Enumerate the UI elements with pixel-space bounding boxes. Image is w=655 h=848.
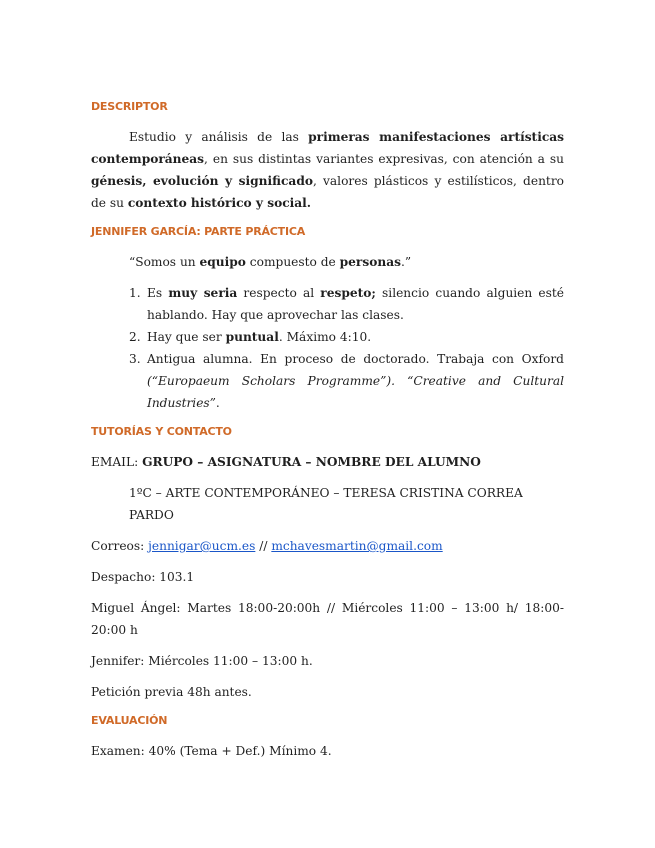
item-bold: respeto; [320, 286, 376, 300]
email-format: GRUPO – ASIGNATURA – NOMBRE DEL ALUMNO [142, 455, 481, 469]
jennifer-heading: JENNIFER GARCÍA: PARTE PRÁCTICA [91, 225, 306, 238]
rules-list [91, 282, 564, 414]
peticion-line: Petición previa 48h antes. [91, 685, 252, 699]
descriptor-bold: génesis, evolución y significado [91, 174, 313, 188]
jennifer-hours: Jennifer: Miércoles 11:00 – 13:00 h. [91, 654, 313, 668]
quote-bold: personas [339, 255, 401, 269]
descriptor-bold: contexto histórico y social. [127, 196, 312, 210]
despacho-line: Despacho: 103.1 [91, 570, 195, 584]
item-text: . Máximo 4:10. [278, 330, 372, 344]
evaluacion-heading: EVALUACIÓN [91, 714, 168, 727]
item-text: silencio cuando alguien esté hablando. Hay que aprovechar las clases. [147, 286, 564, 322]
email-label: EMAIL: [91, 455, 143, 469]
email-separator: // [255, 539, 272, 553]
list-item [91, 326, 564, 348]
list-item [91, 348, 564, 414]
document-page [91, 98, 564, 762]
item-text: Es [147, 286, 169, 300]
quote-text: “Somos un [129, 255, 200, 269]
list-number: 2. [129, 330, 141, 344]
item-italic: (“Europaeum Scholars Programme”). “Creative and Cultural Industries” [147, 374, 564, 410]
tutorias-heading: TUTORÍAS Y CONTACTO [91, 425, 232, 438]
descriptor-paragraph [91, 126, 564, 214]
quote-text: compuesto de [245, 255, 340, 269]
descriptor-heading: DESCRIPTOR [91, 100, 168, 113]
item-bold: puntual [225, 330, 279, 344]
item-text: respecto al [237, 286, 321, 300]
item-bold: muy seria [168, 286, 238, 300]
team-quote [91, 251, 564, 273]
email-link-mchaves[interactable]: mchavesmartin@gmail.com [271, 539, 443, 553]
quote-bold: equipo [199, 255, 246, 269]
list-number: 3. [129, 352, 141, 366]
descriptor-text: Estudio y análisis de las [129, 130, 309, 144]
descriptor-text: , valores plásticos y estilísticos, dentro de su [91, 174, 564, 210]
examen-line: Examen: 40% (Tema + Def.) Mínimo 4. [91, 744, 332, 758]
item-text: Hay que ser [147, 330, 226, 344]
quote-text: .” [400, 255, 412, 269]
list-item [91, 282, 564, 326]
email-example: 1ºC – ARTE CONTEMPORÁNEO – TERESA CRISTINA CORREA PARDO [129, 486, 523, 522]
miguel-hours: Miguel Ángel: Martes 18:00-20:00h // Miércoles 11:00 – 13:00 h/ 18:00-20:00 h [91, 601, 564, 637]
correos-line [91, 535, 564, 557]
item-text: . [215, 396, 220, 410]
correos-label: Correos: [91, 539, 149, 553]
descriptor-text: , en sus distintas variantes expresivas, con atención a su [204, 152, 564, 166]
item-text: Antigua alumna. En proceso de doctorado. Trabaja con Oxford [147, 352, 564, 366]
list-number: 1. [129, 286, 141, 300]
email-format-line [91, 451, 564, 473]
email-link-jennigar[interactable]: jennigar@ucm.es [148, 539, 256, 553]
descriptor-bold: primeras manifestaciones artísticas contemporáneas [91, 130, 564, 166]
